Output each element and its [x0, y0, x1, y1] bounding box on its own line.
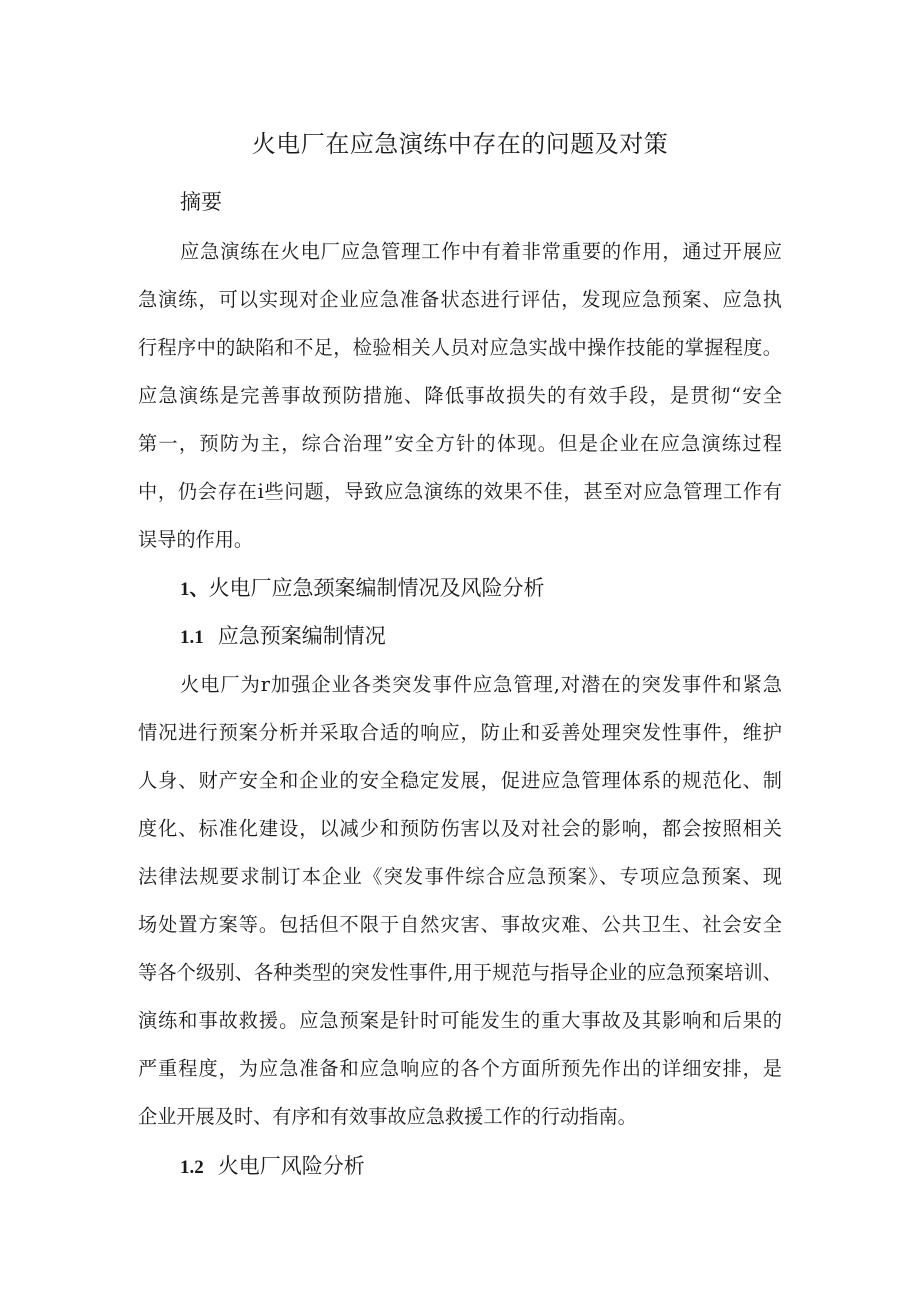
- abstract-line: 应急演练在火电厂应急管理工作中有着非常重要的作用，通过开展应: [180, 240, 782, 263]
- abstract-line: 应急演练是完善事故预防措施、降低事故损失的有效手段，是贯彻“安全: [138, 384, 782, 407]
- section-1-2-number: 1.2: [180, 1157, 204, 1178]
- abstract-line: 中，仍会存在i些问题，导致应急演练的效果不佳，甚至对应急管理工作有: [138, 480, 782, 503]
- abstract-line: 急演练，可以实现对企业应急准备状态进行评估，发现应急预案、应急执: [138, 288, 782, 311]
- body-line: 度化、标准化建设，以减少和预防伤害以及对社会的影响，都会按照相关: [138, 817, 782, 840]
- abstract-heading: 摘要: [180, 190, 222, 214]
- body-line: 场处置方案等。包括但不限于自然灾害、事故灾难、公共卫生、社会安全: [138, 913, 782, 936]
- section-1-heading: [180, 573, 545, 605]
- section-1-2-heading: [180, 1151, 365, 1183]
- document-title: 火电厂在应急演练中存在的问题及对策: [251, 130, 669, 158]
- section-1-title: 火电厂应急颈案编制情况及风险分析: [208, 576, 545, 600]
- section-1-number: 1、: [180, 579, 209, 600]
- body-line: 情况进行预案分析并采取合适的响应，防止和妥善处理突发性事件，维护: [138, 721, 782, 744]
- section-1-1-title: 应急预案编制情况: [217, 624, 386, 648]
- body-line: 火电厂为r加强企业各类突发事件应急管理,对潜在的突发事件和紧急: [180, 673, 782, 696]
- abstract-line: 误导的作用。: [138, 528, 254, 551]
- section-1-1-heading: [180, 621, 386, 653]
- section-1-2-title: 火电厂风险分析: [217, 1154, 365, 1178]
- abstract-line: 第一，预防为主，综合治理”安全方针的体现。但是企业在应急演练过程: [138, 432, 782, 455]
- abstract-line: 行程序中的缺陷和不足，检验相关人员对应急实战中操作技能的掌握程度。: [138, 336, 782, 359]
- section-1-1-number: 1.1: [180, 627, 204, 648]
- body-line: 企业开展及时、有序和有效事故应急救援工作的行动指南。: [138, 1105, 637, 1128]
- body-line: 人身、财产安全和企业的安全稳定发展，促进应急管理体系的规范化、制: [138, 769, 782, 792]
- body-line: 法律法规要求制订本企业《突发事件综合应急预案》、专项应急预案、现: [138, 865, 782, 888]
- body-line: 等各个级别、各种类型的突发性事件,用于规范与指导企业的应急预案培训、: [138, 961, 782, 984]
- body-line: 演练和事故救援。应急预案是针时可能发生的重大事故及其影响和后果的: [138, 1009, 782, 1032]
- body-line: 严重程度，为应急准备和应急响应的各个方面所预先作出的详细安排，是: [138, 1057, 782, 1080]
